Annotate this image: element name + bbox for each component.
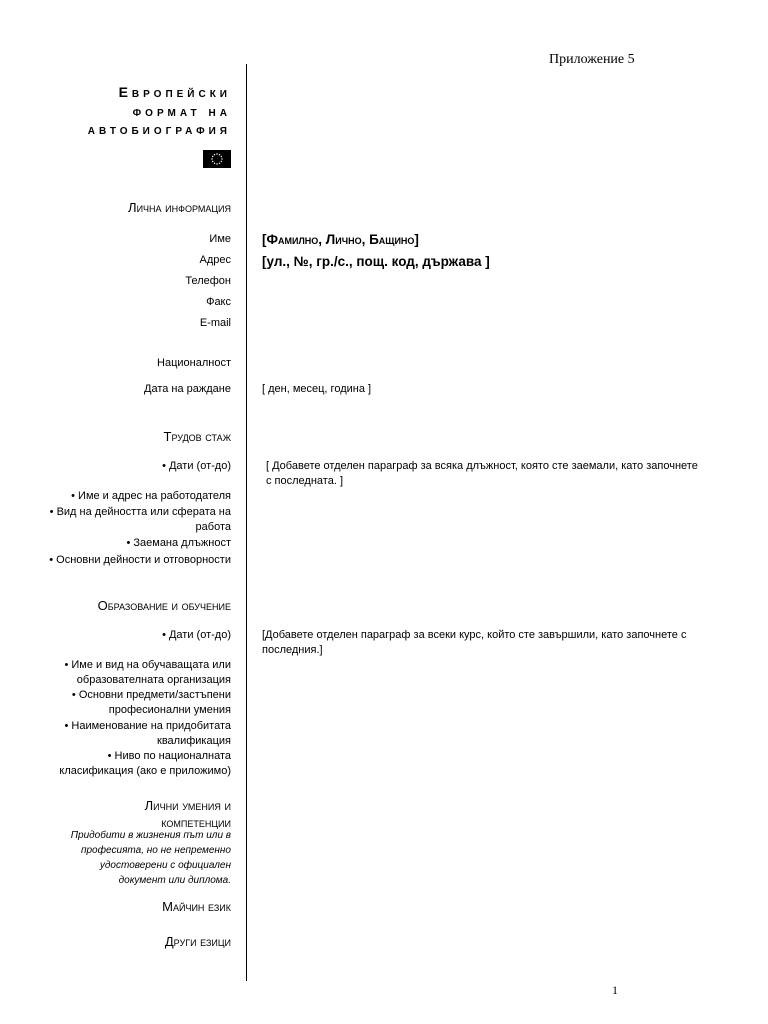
cv-title-line-2: формат на bbox=[132, 103, 231, 119]
section-work-experience: Трудов стаж bbox=[163, 429, 231, 444]
label-work-dates: • Дати (от-до) bbox=[162, 460, 231, 472]
cv-title-line-3: автобиография bbox=[87, 121, 231, 137]
label-name: Име bbox=[209, 233, 231, 245]
label-qualification: • Наименование на придобитата квалификация bbox=[64, 720, 231, 747]
label-subjects: • Основни предмети/застъпени професионални умения bbox=[71, 689, 231, 716]
label-employer: • Име и адрес на работодателя bbox=[71, 490, 231, 502]
skills-note: Придобити в жизнения път или в професията, но не непременно удостоверени с официален документ или диплома. bbox=[70, 830, 231, 886]
appendix-label: Приложение 5 bbox=[549, 52, 635, 67]
cv-title-line-1: Европейски bbox=[118, 84, 231, 100]
label-organisation: • Име и вид на обучаващата или образователната организация bbox=[64, 659, 231, 686]
eu-flag-icon bbox=[203, 150, 231, 168]
label-position: • Заемана длъжност bbox=[126, 537, 231, 549]
label-mother-tongue: Майчин език bbox=[162, 899, 231, 914]
label-address: Адрес bbox=[199, 254, 231, 266]
label-responsibilities: • Основни дейности и отговорности bbox=[49, 554, 231, 566]
value-birth-date: [ ден, месец, година ] bbox=[262, 383, 372, 395]
label-nationality: Националност bbox=[157, 357, 231, 369]
label-fax: Факс bbox=[206, 296, 231, 308]
work-instructions: [ Добавете отделен параграф за всяка длъжност, която сте заемали, като започнете с последната. ] bbox=[266, 460, 698, 487]
section-education: Образование и обучение bbox=[97, 598, 231, 613]
education-instructions: [Добавете отделен параграф за всеки курс, който сте завършили, като започнете с последния.] bbox=[262, 629, 687, 656]
value-address: [ул., №, гр./с., пощ. код, държава ] bbox=[262, 254, 490, 269]
label-edu-dates: • Дати (от-до) bbox=[162, 629, 231, 641]
column-divider bbox=[246, 64, 247, 981]
label-business-type: • Вид на дейността или сферата на работа bbox=[49, 506, 231, 533]
section-personal-info: Лична информация bbox=[128, 200, 231, 215]
value-name: [Фамилно, Лично, Бащино] bbox=[262, 232, 419, 247]
label-other-languages: Други езици bbox=[164, 934, 231, 949]
section-personal-skills: Лични умения и компетенции bbox=[144, 798, 231, 830]
page-number: 1 bbox=[612, 983, 618, 997]
label-phone: Телефон bbox=[185, 275, 231, 287]
label-classification: • Ниво по националната класификация (ако е приложимо) bbox=[59, 750, 231, 777]
label-birth-date: Дата на раждане bbox=[144, 383, 231, 395]
label-email: E-mail bbox=[199, 317, 231, 329]
